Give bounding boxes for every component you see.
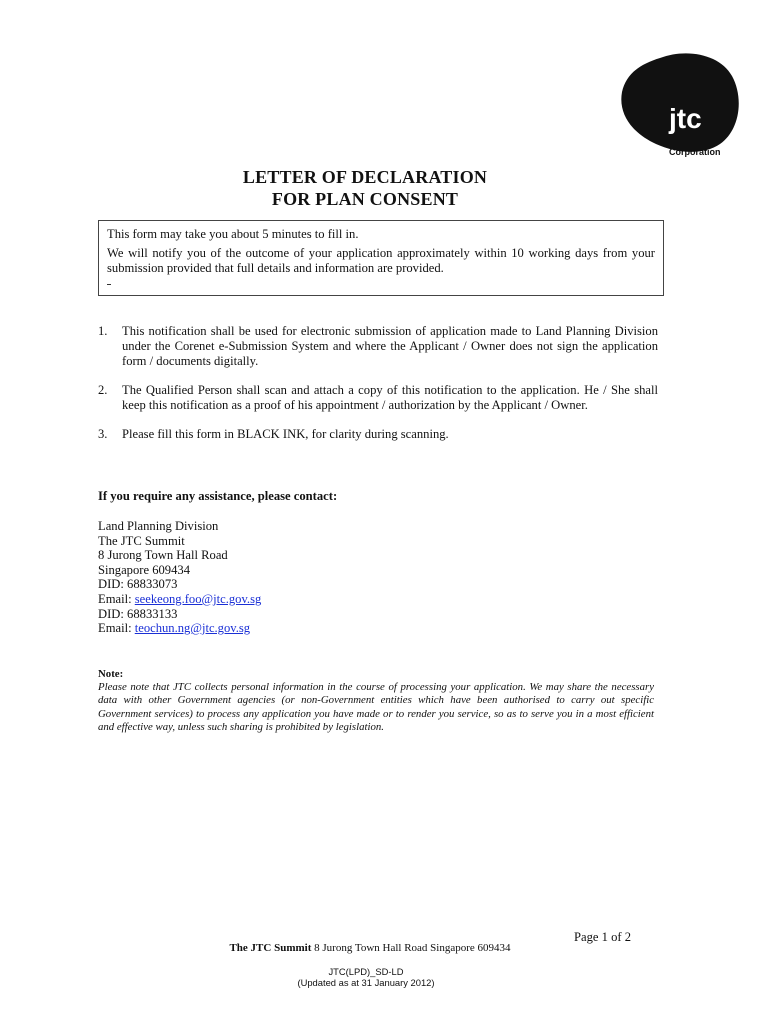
- instructions-list: [98, 324, 658, 442]
- document-title-line1: LETTER OF DECLARATION: [242, 167, 488, 187]
- footer-form-code: JTC(LPD)_SD-LD: [328, 966, 404, 977]
- did-number: 68833133: [127, 606, 178, 621]
- instruction-item: [98, 427, 658, 442]
- did-label: DID:: [98, 577, 124, 592]
- contact-did-2: [98, 607, 261, 622]
- info-fill-time: This form may take you about 5 minutes to fill in.: [107, 227, 359, 241]
- email-link-teochun[interactable]: teochun.ng@jtc.gov.sg: [134, 621, 251, 636]
- info-box: [98, 220, 664, 296]
- info-box-mark: [107, 283, 111, 285]
- instruction-item: [98, 383, 658, 413]
- contact-did-1: [98, 577, 261, 592]
- email-label: Email:: [98, 591, 132, 606]
- footer-address: [0, 942, 768, 954]
- footer-address-text: 8 Jurong Town Hall Road Singapore 609434: [311, 942, 511, 954]
- contact-street: 8 Jurong Town Hall Road: [98, 548, 228, 563]
- document-title-line2: FOR PLAN CONSENT: [271, 189, 459, 209]
- email-link-seekeong[interactable]: seekeong.foo@jtc.gov.sg: [134, 591, 262, 606]
- logo-mark-text: jtc: [669, 103, 702, 134]
- contact-building: The JTC Summit: [98, 533, 185, 548]
- contact-block: [98, 519, 261, 636]
- page-number: Page 1 of 2: [574, 930, 632, 944]
- contact-email-2: [98, 621, 261, 636]
- privacy-note: [98, 668, 654, 734]
- email-label: Email:: [98, 621, 132, 636]
- instruction-text: This notification shall be used for electronic submission of application made to Land Planning Division under the Corenet e-Submission System and where the Applicant / Owner does not sign the application form / documents digitally.: [122, 324, 658, 368]
- contact-division: Land Planning Division: [98, 519, 219, 533]
- instruction-text: The Qualified Person shall scan and attach a copy of this notification to the application. He / She shall keep this notification as a proof of his appointment / authorization by the Applicant / Owner.: [122, 383, 658, 412]
- contact-postal: Singapore 609434: [98, 562, 190, 577]
- did-label: DID:: [98, 606, 124, 621]
- instruction-number: 2.: [98, 383, 108, 397]
- info-notify-outcome: We will notify you of the outcome of your application approximately within 10 working days from your submission provided that full details and information are provided.: [107, 246, 655, 275]
- footer-summit-name: The JTC Summit: [229, 942, 312, 954]
- instruction-number: 3.: [98, 427, 108, 441]
- instruction-text: Please fill this form in BLACK INK, for clarity during scanning.: [122, 427, 449, 441]
- instruction-item: [98, 324, 658, 369]
- did-number: 68833073: [127, 577, 178, 592]
- jtc-logo: [616, 52, 746, 164]
- contact-email-1: [98, 592, 261, 607]
- assistance-heading: If you require any assistance, please contact:: [98, 489, 338, 503]
- logo-corporation-text: Corporation: [669, 147, 721, 157]
- note-body: Please note that JTC collects personal information in the course of processing your application. We may share the necessary data with other Government agencies (or non-Government entities which have been authorised to carry out specific Government services) to process any application you have made or to render you service, so as to serve you in a most efficient and effective way, unless such sharing is prohibited by legislation.: [98, 681, 654, 733]
- instruction-number: 1.: [98, 324, 108, 338]
- footer-updated-date: (Updated as at 31 January 2012): [297, 977, 435, 988]
- note-label: Note:: [98, 668, 124, 680]
